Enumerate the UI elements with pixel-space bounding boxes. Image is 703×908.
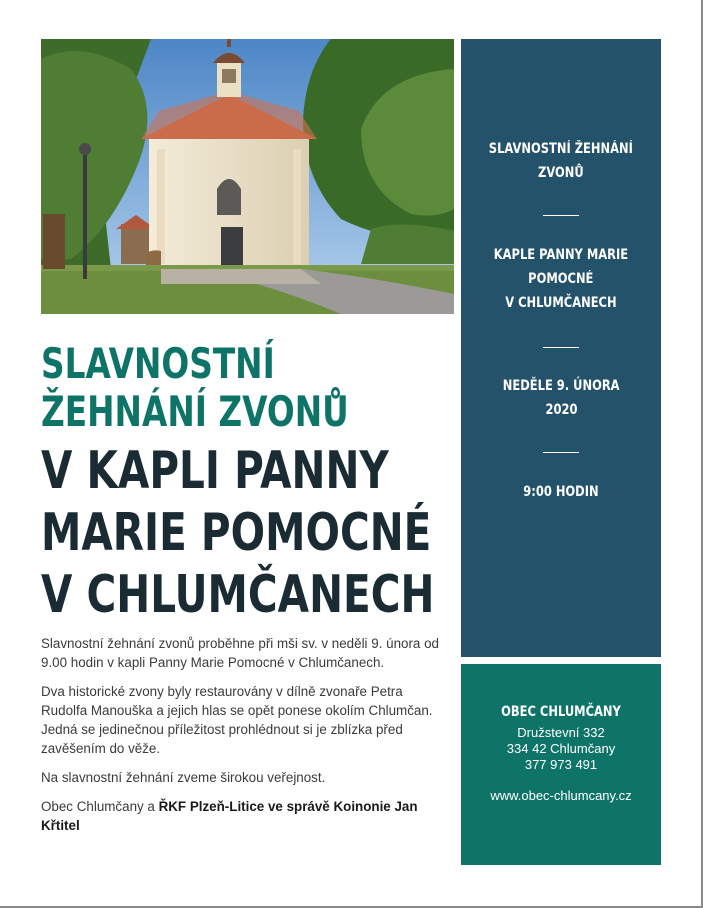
headline-green-line-1: SLAVNOSTNÍ [41, 339, 275, 388]
headline-dark-line-2: MARIE POMOCNÉ [41, 503, 432, 563]
paragraph-history: Dva historické zvony byly restaurovány v dílně zvonaře Petra Rudolfa Manouška a jejich hlas se opět ponese okolím Chlumčan. Jedná se jedinečnou příležitost prohlédnout si je zblízka před zavěšením do věže. [41, 684, 433, 756]
organizers-parish: ŘKF Plzeň-Litice ve správě Koinonie Jan Křtitel [41, 799, 418, 833]
event-place-line-3: V CHLUMČANECH [505, 295, 617, 311]
paragraph-invitation: Slavnostní žehnání zvonů proběhne při mši sv. v neděli 9. února od 9.00 hodin v kapli Panny Marie Pomocné v Chlumčanech. [41, 636, 439, 670]
event-date-line-1: NEDĚLE 9. ÚNORA [502, 378, 620, 394]
paragraph-public: Na slavnostní žehnání zveme širokou veřejnost. [41, 770, 326, 785]
event-place-line-2: POMOCNÉ [528, 271, 594, 287]
paragraph-organizers [41, 797, 451, 835]
body-text [41, 634, 451, 845]
organizers-prefix: Obec Chlumčany a [41, 799, 159, 814]
event-time-text: 9:00 HODIN [523, 484, 599, 500]
event-date-line-2: 2020 [545, 402, 577, 418]
headline-dark-line-1: V KAPLI PANNY [41, 441, 389, 501]
event-place-line-1: KAPLE PANNY MARIE [493, 247, 629, 263]
contact-title [461, 704, 661, 720]
event-place [461, 243, 661, 315]
headline-dark-line-3: V CHLUMČANECH [41, 565, 435, 625]
event-time [461, 480, 661, 504]
contact-phone: 377 973 491 [524, 757, 598, 772]
contact-street: Družstevní 332 [517, 725, 605, 740]
event-name [461, 137, 661, 185]
divider [543, 347, 579, 348]
headline-green-line-2: ŽEHNÁNÍ ZVONŮ [41, 387, 349, 436]
event-sidebar [461, 39, 661, 657]
contact-box [461, 664, 661, 865]
divider [543, 215, 579, 216]
contact-title-text: OBEC CHLUMČANY [501, 704, 621, 720]
contact-city: 334 42 Chlumčany [506, 741, 616, 756]
main-headline [41, 339, 435, 626]
event-name-line-1: SLAVNOSTNÍ ŽEHNÁNÍ [488, 141, 634, 157]
event-date [461, 374, 661, 422]
chapel-photo [41, 39, 454, 314]
divider [543, 452, 579, 453]
contact-website-link[interactable]: www.obec-chlumcany.cz [490, 788, 632, 803]
event-name-line-2: ZVONŮ [538, 165, 584, 181]
